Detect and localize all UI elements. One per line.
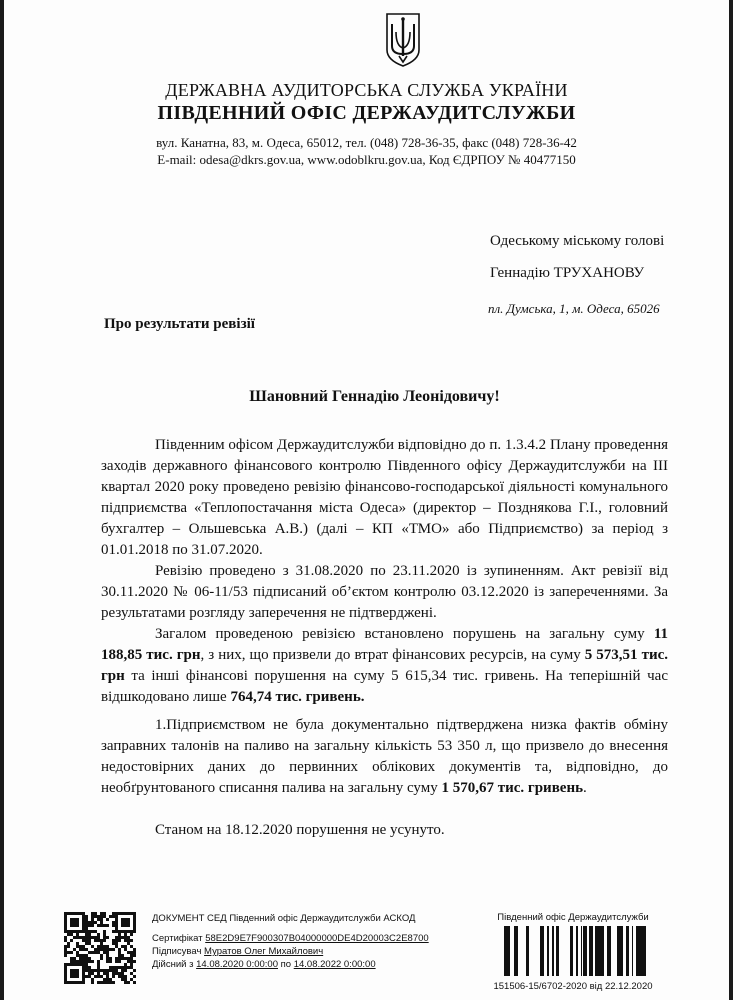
office-address: вул. Канатна, 83, м. Одеса, 65012, тел. (048) 728-36-35, факс (048) 728-36-42 — [156, 135, 577, 150]
letter-subject: Про результати ревізії — [104, 316, 255, 332]
text-run: , з них, що призвели до втрат фінансових ресурсів, на суму — [200, 647, 585, 663]
valid-label: Дійсний з — [152, 959, 197, 970]
paragraph-finding-1 — [101, 715, 668, 799]
e-signature-block — [152, 912, 429, 971]
recipient-title: Одеському міському голові — [490, 233, 665, 249]
text-run: Загалом проведеною ревізією встановлено порушень на загальну суму — [155, 626, 654, 642]
text-run: . — [583, 780, 587, 796]
certificate-label: Сертифікат — [152, 933, 206, 944]
amount-losses: 5 573,51 тис. грн — [101, 647, 668, 684]
paragraph-status — [101, 820, 668, 841]
salutation: Шановний Геннадію Леонідовичу! — [249, 388, 500, 405]
valid-to: 14.08.2022 0:00:00 — [293, 959, 376, 970]
paragraph-text: Станом на 18.12.2020 порушення не усунуто. — [155, 822, 445, 838]
amount-fuel: 1 570,67 тис. гривень — [441, 780, 584, 796]
text-run: 1.Підприємством не була документально підтверджена низка фактів обміну заправних талонів на паливо на загальну кількість 53 350 л, що призвело до внесення недостовірних даних до первинних облікових документів та, відповідно, до необґрунтованого списання палива на загальну суму — [101, 717, 668, 796]
amount-recovered: 764,74 тис. гривень. — [230, 689, 365, 705]
trident-emblem-icon — [384, 12, 422, 68]
office-contacts: E-mail: odesa@dkrs.gov.ua, www.odoblkru.gov.ua, Код ЄДРПОУ № 40477150 — [157, 152, 576, 167]
barcode — [498, 926, 648, 976]
signer-label: Підписувач — [152, 946, 205, 957]
valid-from: 14.08.2020 0:00:00 — [196, 959, 278, 970]
validity-line — [152, 958, 429, 971]
recipient-address: пл. Думська, 1, м. Одеса, 65026 — [488, 301, 660, 316]
text-run: та інші фінансові порушення на суму 5 615,34 тис. гривень. На теперішній час відшкодовано лише — [101, 668, 668, 705]
recipient-name: Геннадію ТРУХАНОВУ — [490, 265, 645, 281]
certificate-value: 58E2D9E7F900307B04000000DE4D20003C2E8700 — [205, 933, 429, 944]
office-name: ПІВДЕННИЙ ОФІС ДЕРЖАУДИТСЛУЖБИ — [157, 102, 576, 124]
paragraph-text: Південним офісом Держаудитслужби відповідно до п. 1.3.4.2 Плану проведення заходів державного фінансового контролю Південного офісу Держаудитслужби на ІІІ квартал 2020 року проведено ревізію фінансово-господарської діяльності комунального підприємства «Теплопостачання міста Одеса» (директор – Позднякова Г.І., головний бухгалтер – Ольшевська А.В.) (далі – КП «ТМО» або Підприємство) за період з 01.01.2018 по 31.07.2020. — [101, 437, 668, 558]
signature-doc-label: ДОКУМЕНТ СЕД Південний офіс Держаудитслужби АСКОД — [152, 913, 416, 924]
signer-line — [152, 945, 429, 958]
qr-code — [64, 912, 136, 984]
letter-page — [4, 0, 729, 1000]
registration-office: Південний офіс Держаудитслужби — [497, 912, 649, 923]
signer-value: Муратов Олег Михайлович — [204, 946, 324, 957]
valid-mid: по — [278, 959, 294, 970]
certificate-line — [152, 932, 429, 945]
amount-total: 11 188,85 тис. грн — [101, 626, 668, 663]
registration-number: 151506-15/6702-2020 від 22.12.2020 — [493, 981, 653, 992]
paragraph-audit-period — [101, 561, 668, 624]
paragraph-violations-total — [101, 624, 668, 708]
paragraph-text: Ревізію проведено з 31.08.2020 по 23.11.2020 із зупиненням. Акт ревізії від 30.11.2020 № 06-11/53 підписаний об’єктом контролю 03.12.2020 із запереченнями. За результатами розгляду заперечення не підтверджені. — [101, 563, 668, 621]
org-name: ДЕРЖАВНА АУДИТОРСЬКА СЛУЖБА УКРАЇНИ — [165, 80, 568, 100]
paragraph-audit-basis — [101, 435, 668, 561]
